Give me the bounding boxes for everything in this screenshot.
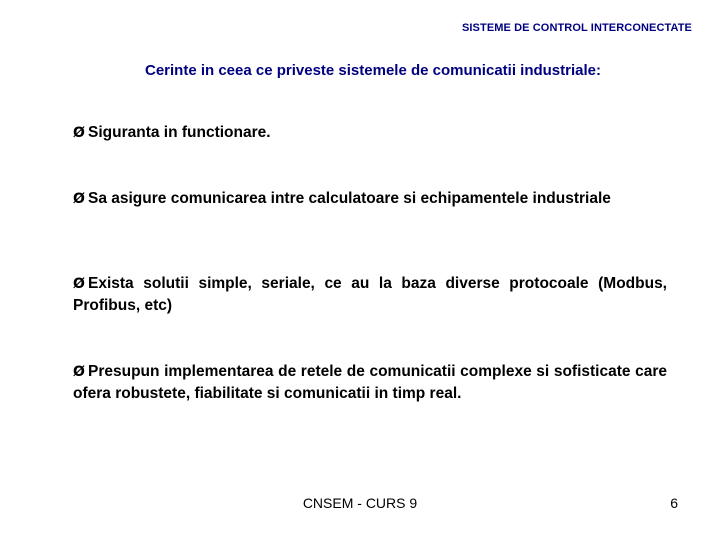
slide-subtitle: Cerinte in ceea ce priveste sistemele de comunicatii industriale:: [144, 62, 601, 79]
bullet-text: Siguranta in functionare.: [88, 124, 271, 141]
page-number: 6: [670, 495, 678, 511]
bullet-text: Exista solutii simple, seriale, ce au la baza diverse protocoale (Modbus, Profibus, etc): [73, 275, 667, 314]
bullet-item: [73, 188, 667, 210]
bullet-text: Presupun implementarea de retele de comunicatii complexe si sofisticate care ofera robustete, fiabilitate si comunicatii in timp real.: [73, 363, 667, 402]
arrow-bullet-icon: Ø: [73, 364, 85, 380]
arrow-bullet-icon: Ø: [73, 276, 85, 292]
footer-label: CNSEM - CURS 9: [302, 495, 418, 511]
bullet-item: [73, 122, 667, 144]
bullet-item: [73, 361, 667, 405]
bullet-text: Sa asigure comunicarea intre calculatoare si echipamentele industriale: [88, 190, 611, 207]
bullet-item: [73, 273, 667, 317]
arrow-bullet-icon: Ø: [73, 125, 85, 141]
course-title: SISTEME DE CONTROL INTERCONECTATE: [461, 22, 692, 34]
arrow-bullet-icon: Ø: [73, 191, 85, 207]
